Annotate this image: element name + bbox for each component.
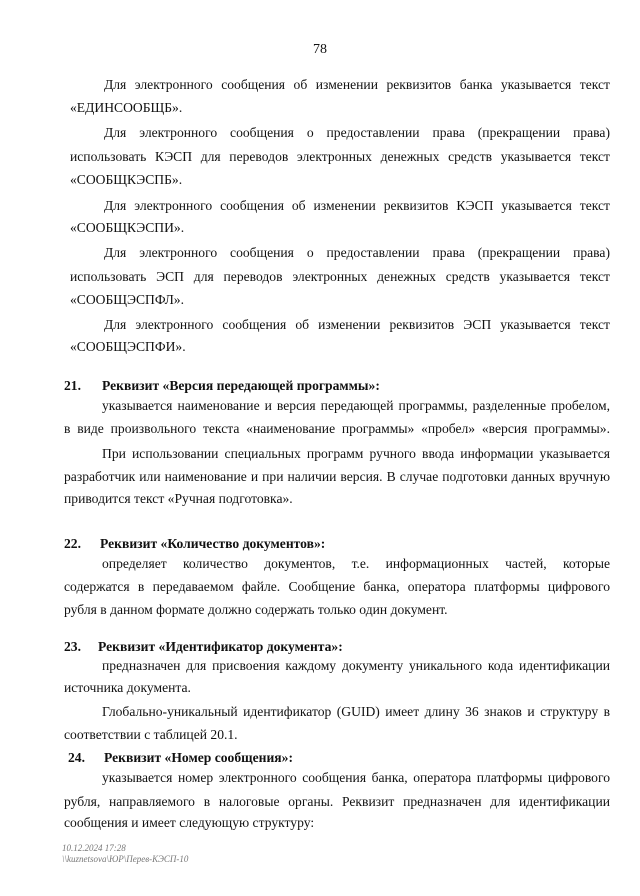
section-line: содержатся в передаваемом файле. Сообщение банка, оператора платформы цифрового [64, 579, 610, 594]
section-line: разработчик или наименование и при наличии версия. В случае подготовки данных вручную [64, 469, 610, 484]
section-line: рубля в данном формате должно содержать только один документ. [64, 602, 448, 617]
paragraph-line: использовать ЭСП для переводов электронных денежных средств указывается текст [70, 269, 610, 284]
section-line: соответствии с таблицей 20.1. [64, 727, 238, 742]
paragraph-line: «СООБЩКЭСПБ». [70, 172, 183, 187]
section-line: предназначен для присвоения каждому документу уникального кода идентификации [102, 658, 610, 673]
section-heading [68, 750, 293, 766]
section-title: Реквизит «Идентификатор документа»: [98, 639, 343, 654]
paragraph-line: Для электронного сообщения об изменении реквизитов банка указывается текст [104, 77, 610, 92]
paragraph-line: Для электронного сообщения о предоставлении права (прекращении права) [104, 125, 610, 140]
paragraph-line: использовать КЭСП для переводов электронных денежных средств указывается текст [70, 149, 610, 164]
section-line: рубля, направляемого в налоговые органы. Реквизит предназначен для идентификации [64, 794, 610, 809]
section-number: 22. [64, 536, 81, 551]
section-number: 24. [68, 750, 85, 765]
section-title: Реквизит «Версия передающей программы»: [102, 378, 380, 393]
section-line: указывается наименование и версия передающей программы, разделенные пробелом, [102, 398, 610, 413]
section-line: указывается номер электронного сообщения банка, оператора платформы цифрового [102, 770, 610, 785]
section-line: сообщения и имеет следующую структуру: [64, 815, 315, 830]
paragraph-line: «ЕДИНСООБЩБ». [70, 100, 183, 115]
paragraph-line: «СООБЩКЭСПИ». [70, 220, 185, 235]
paragraph-line: Для электронного сообщения о предоставлении права (прекращении права) [104, 245, 610, 260]
footer-date: 10.12.2024 17:28 [62, 843, 126, 853]
section-number: 23. [64, 639, 81, 654]
footer-path: \\kuznetsova\ЮР\Перев-КЭСП-10 [62, 854, 189, 864]
section-heading [64, 378, 380, 394]
paragraph-line: Для электронного сообщения об изменении реквизитов КЭСП указывается текст [104, 198, 610, 213]
section-line: в виде произвольного текста «наименование программы» «пробел» «версия программы». [64, 421, 610, 436]
section-line: При использовании специальных программ ручного ввода информации указывается [102, 446, 610, 461]
section-title: Реквизит «Количество документов»: [100, 536, 326, 551]
section-line: Глобально-уникальный идентификатор (GUID) имеет длину 36 знаков и структуру в [102, 704, 610, 719]
section-heading [64, 536, 325, 552]
section-number: 21. [64, 378, 81, 393]
paragraph-line: «СООБЩЭСПФИ». [70, 339, 186, 354]
section-heading [64, 639, 343, 655]
section-line: источника документа. [64, 680, 191, 695]
paragraph-line: Для электронного сообщения об изменении реквизитов ЭСП указывается текст [104, 317, 610, 332]
section-title: Реквизит «Номер сообщения»: [104, 750, 293, 765]
paragraph-line: «СООБЩЭСПФЛ». [70, 292, 185, 307]
section-line: определяет количество документов, т.е. информационных частей, которые [102, 556, 610, 571]
section-line: приводится текст «Ручная подготовка». [64, 491, 293, 506]
page-number: 78 [313, 42, 327, 57]
